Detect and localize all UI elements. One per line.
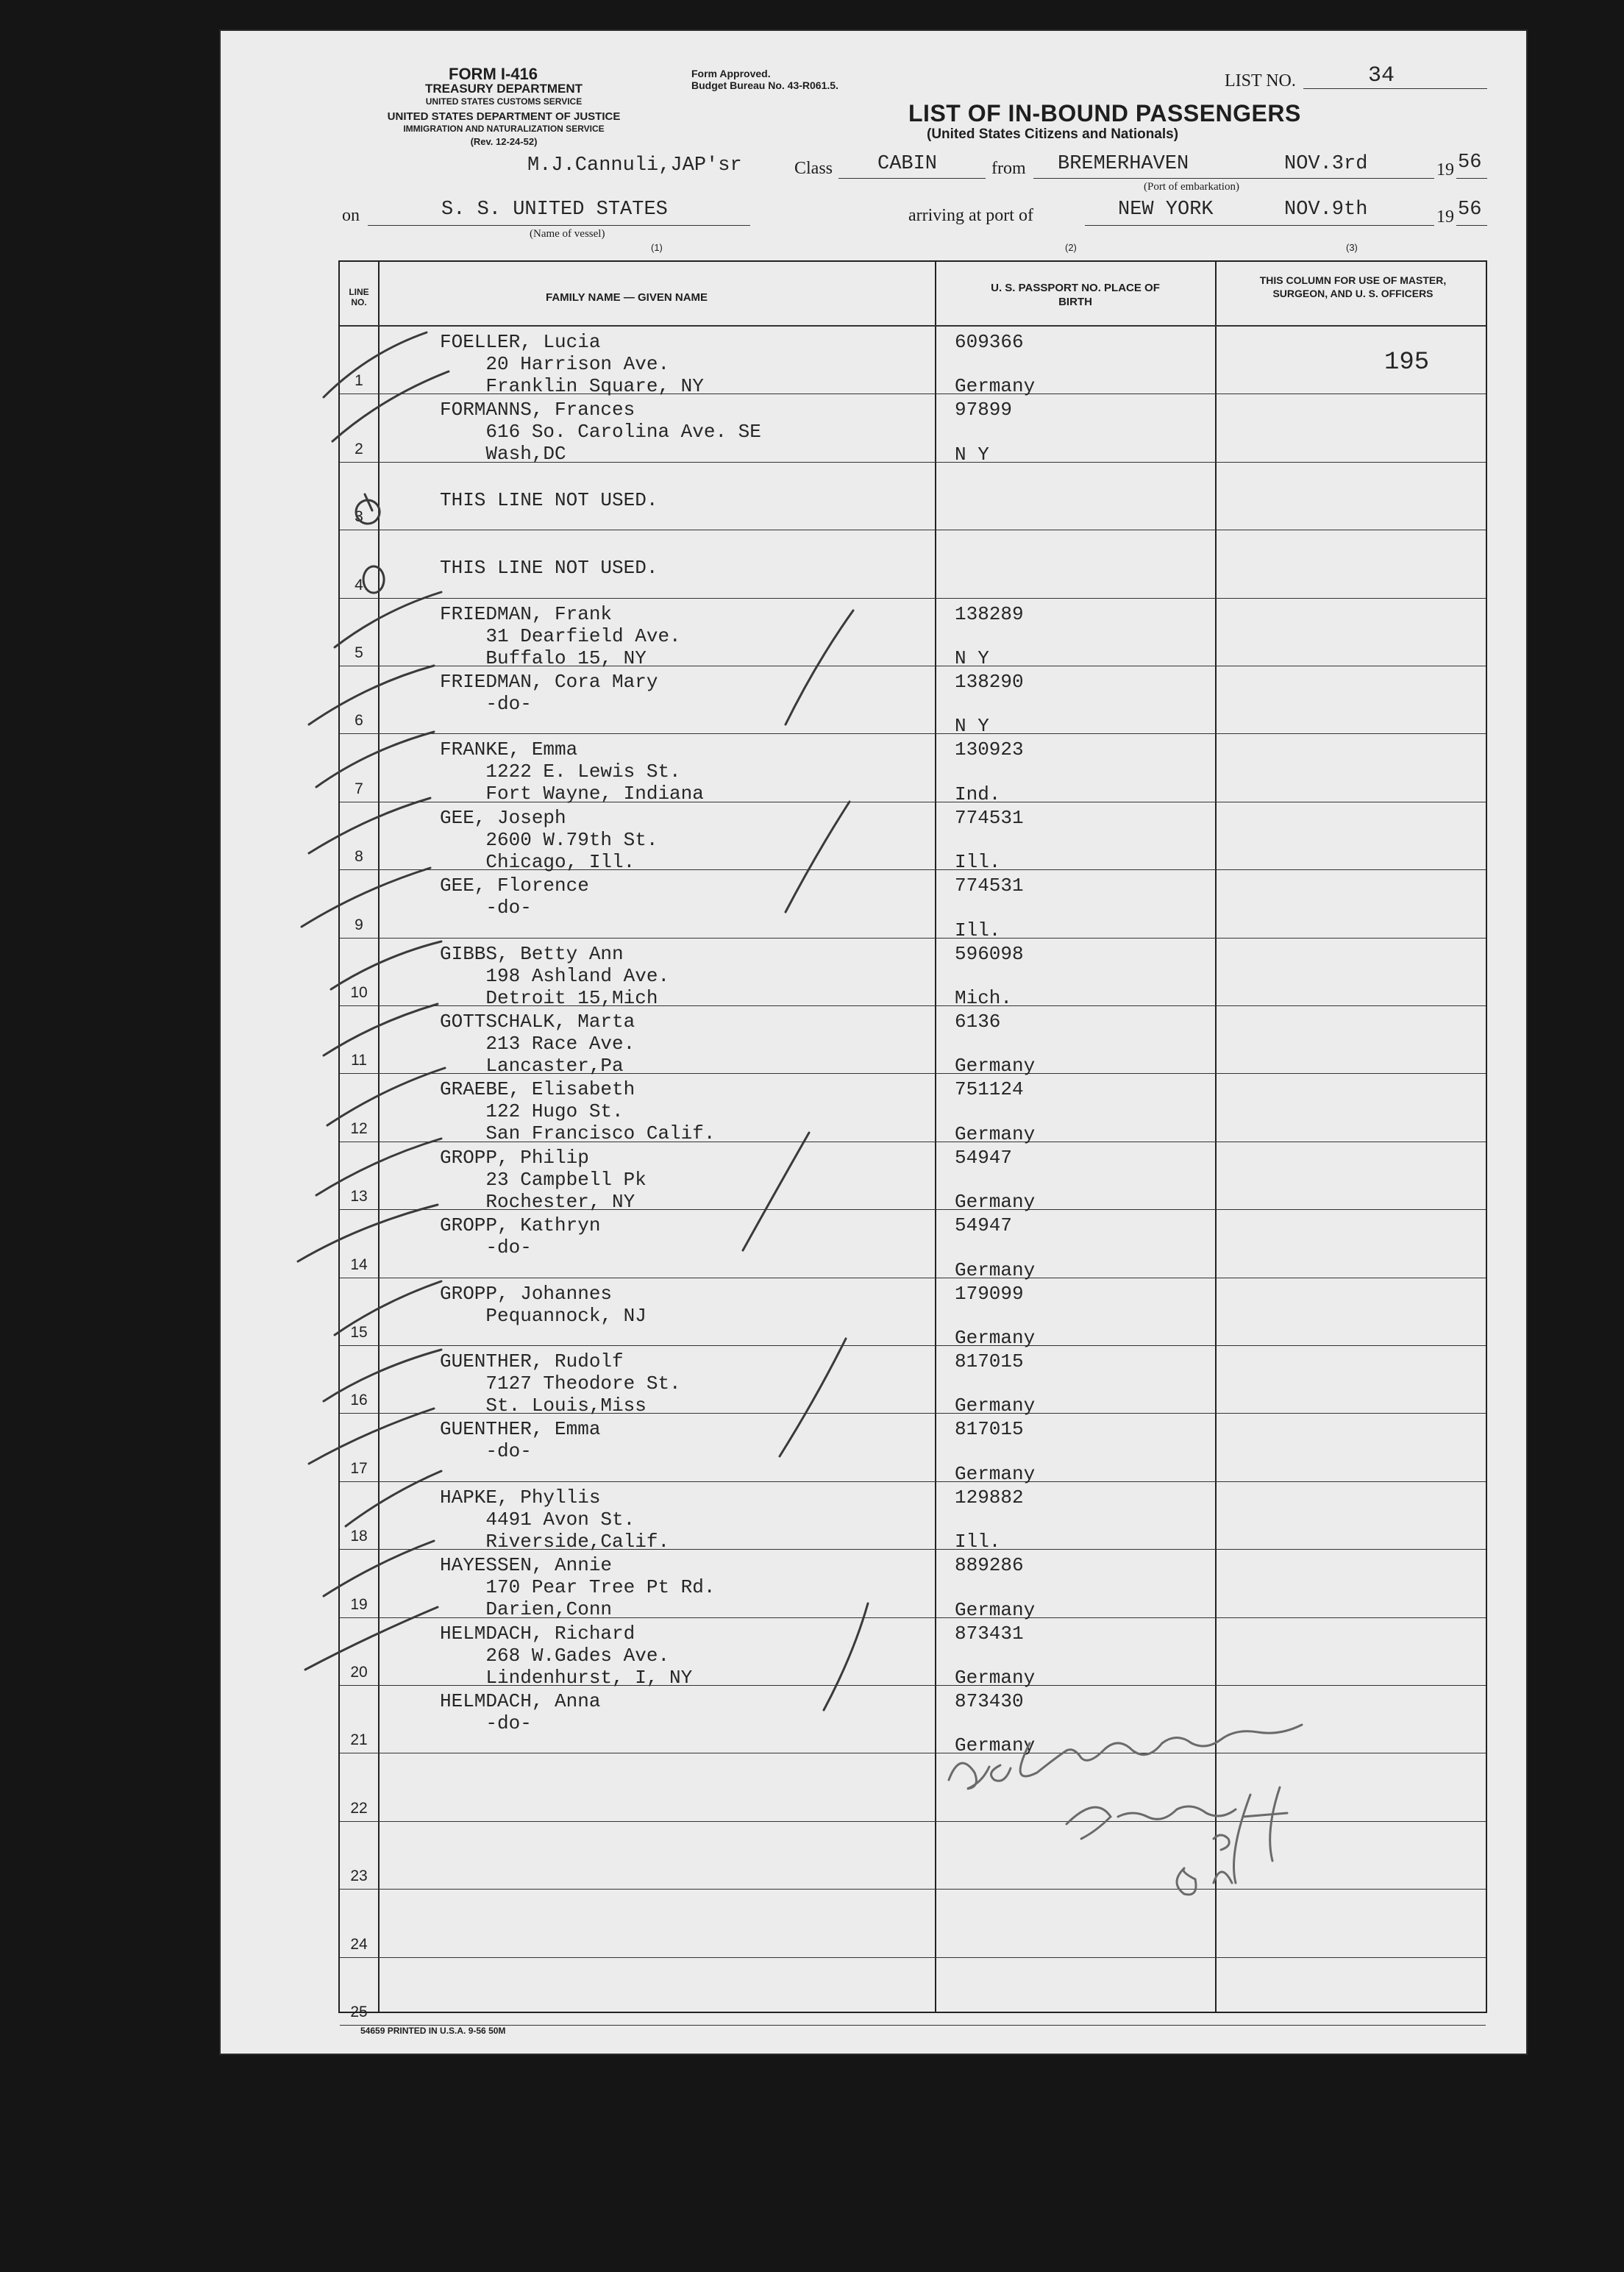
arrival-year-prefix: 19 <box>1436 207 1454 227</box>
address-line: -do- <box>440 1712 532 1734</box>
treasury-dept: TREASURY DEPARTMENT <box>424 82 583 96</box>
pencil-slash-2 <box>786 802 850 912</box>
place-of-birth: Germany <box>955 1462 1036 1485</box>
family-given-name: HAYESSEN, Annie <box>440 1554 613 1577</box>
family-given-name: GRAEBE, Elisabeth <box>440 1078 635 1101</box>
family-given-name: FOELLER, Lucia <box>440 331 601 353</box>
address-line: 198 Ashland Ave. <box>440 964 670 987</box>
customs-service: UNITED STATES CUSTOMS SERVICE <box>425 96 583 107</box>
family-given-name: FRIEDMAN, Frank <box>440 602 613 625</box>
passport-number: 130923 <box>955 738 1024 761</box>
vessel-caption: (Name of vessel) <box>530 228 605 240</box>
pencil-check-5 <box>335 592 441 647</box>
place-of-birth: Germany <box>955 1122 1036 1145</box>
on-label: on <box>342 206 360 225</box>
embarkation-port: BREMERHAVEN <box>1058 153 1189 175</box>
pencil-check-16 <box>324 1350 441 1401</box>
passport-number: 596098 <box>955 942 1024 965</box>
family-given-name: GIBBS, Betty Ann <box>440 942 624 965</box>
address-line: 2600 W.79th St. <box>440 828 658 851</box>
place-of-birth: Germany <box>955 375 1036 398</box>
address-line: 1222 E. Lewis St. <box>440 761 681 783</box>
list-no-label: LIST NO. <box>1225 71 1296 90</box>
passport-number: 54947 <box>955 1214 1013 1237</box>
vessel-name: S. S. UNITED STATES <box>441 199 668 221</box>
passport-number: 873431 <box>955 1622 1024 1645</box>
address-line: Riverside,Calif. <box>440 1530 670 1553</box>
pencil-check-8 <box>309 798 430 853</box>
circle-mark-4 <box>363 566 384 593</box>
line-number: 9 <box>355 916 363 933</box>
line-number: 21 <box>350 1731 368 1749</box>
address-line: Rochester, NY <box>440 1190 635 1213</box>
passport-number: 179099 <box>955 1282 1024 1305</box>
line-number: 11 <box>351 1052 367 1069</box>
line-number: 24 <box>350 1935 368 1953</box>
pencil-check-17 <box>309 1409 434 1464</box>
pencil-check-18 <box>346 1471 441 1526</box>
place-of-birth: N Y <box>955 443 989 466</box>
address-line: Buffalo 15, NY <box>440 647 647 669</box>
family-given-name: HAPKE, Phyllis <box>440 1486 601 1509</box>
pencil-check-11 <box>324 1004 438 1055</box>
form-revision: (Rev. 12-24-52) <box>470 136 538 147</box>
list-no-value: 34 <box>1368 63 1395 88</box>
family-given-name: FRANKE, Emma <box>440 738 578 761</box>
family-given-name: GUENTHER, Emma <box>440 1418 601 1441</box>
from-label: from <box>991 159 1026 178</box>
place-of-birth: Germany <box>955 1666 1036 1689</box>
place-of-birth: Germany <box>955 1326 1036 1349</box>
line-number: 7 <box>355 780 363 797</box>
budget-bureau: Budget Bureau No. 43-R061.5. <box>691 79 838 91</box>
passport-number: 129882 <box>955 1486 1024 1509</box>
family-given-name: FRIEDMAN, Cora Mary <box>440 671 658 693</box>
address-line: Fort Wayne, Indiana <box>440 783 704 805</box>
place-of-birth: N Y <box>955 647 989 669</box>
departure-year-prefix: 19 <box>1436 160 1454 179</box>
line-number: 1 <box>355 372 363 390</box>
pencil-check-9 <box>302 868 430 927</box>
header-family-name: FAMILY NAME — GIVEN NAME <box>546 291 708 304</box>
form-subtitle: (United States Citizens and Nationals) <box>927 127 1179 142</box>
pencil-check-14 <box>298 1205 438 1261</box>
address-line: 4491 Avon St. <box>440 1508 635 1531</box>
pencil-check-10 <box>331 941 441 989</box>
family-given-name: HELMDACH, Richard <box>440 1622 635 1645</box>
passport-number: 889286 <box>955 1554 1024 1577</box>
header-officers: THIS COLUMN FOR USE OF MASTER, SURGEON, AND U. S. OFFICERS <box>1259 274 1447 299</box>
line-number: 2 <box>355 440 363 457</box>
line-number: 22 <box>350 1799 368 1817</box>
form-approved: Form Approved. <box>691 68 771 79</box>
address-line: 31 Dearfield Ave. <box>440 624 681 647</box>
address-line: Lindenhurst, I, NY <box>440 1666 693 1689</box>
passport-number: 873430 <box>955 1690 1024 1712</box>
line-number: 4 <box>355 576 363 594</box>
header-passport: U. S. PASSPORT NO. PLACE OF BIRTH <box>991 282 1160 308</box>
address-line: Wash,DC <box>440 443 566 466</box>
signature-ink <box>949 1725 1302 1895</box>
line-number: 3 <box>355 508 363 526</box>
passport-number: 774531 <box>955 806 1024 829</box>
officer-name: M.J.Cannuli,JAP'sr <box>527 154 742 177</box>
line-number: 6 <box>355 712 363 730</box>
family-given-name: GEE, Florence <box>440 875 589 897</box>
place-of-birth: Ill. <box>955 851 1001 874</box>
line-number: 10 <box>350 983 368 1001</box>
family-given-name: HELMDACH, Anna <box>440 1690 601 1712</box>
family-given-name: GUENTHER, Rudolf <box>440 1350 624 1372</box>
header-line-no: LINE NO. <box>349 287 369 307</box>
pencil-check-13 <box>316 1139 441 1195</box>
line-number: 19 <box>350 1595 368 1613</box>
address-line: Lancaster,Pa <box>440 1055 624 1077</box>
line-number: 20 <box>350 1663 368 1681</box>
place-of-birth: Ind. <box>955 783 1001 805</box>
arriving-label: arriving at port of <box>908 206 1033 225</box>
pencil-check-6 <box>309 666 434 724</box>
place-of-birth: Germany <box>955 1734 1036 1757</box>
column-number-3: (3) <box>1346 242 1358 253</box>
passport-number: 97899 <box>955 399 1013 421</box>
address-line: 23 Campbell Pk <box>440 1168 647 1191</box>
line-number: 14 <box>350 1256 368 1273</box>
place-of-birth: Germany <box>955 1258 1036 1281</box>
address-line: 7127 Theodore St. <box>440 1372 681 1395</box>
line-number: 23 <box>350 1867 368 1885</box>
family-given-name: GEE, Joseph <box>440 806 566 829</box>
passport-number: 817015 <box>955 1350 1024 1372</box>
passport-number: 817015 <box>955 1418 1024 1441</box>
pencil-check-20 <box>305 1607 438 1670</box>
passport-number: 138289 <box>955 602 1024 625</box>
address-line: -do- <box>440 1236 532 1259</box>
form-number: FORM I-416 <box>449 65 538 83</box>
passport-number: 6136 <box>955 1011 1001 1033</box>
pencil-slash-4 <box>780 1339 846 1456</box>
justice-dept: UNITED STATES DEPARTMENT OF JUSTICE <box>387 110 621 123</box>
departure-year: 56 <box>1458 152 1482 174</box>
pencil-check-15 <box>335 1281 441 1335</box>
line-number: 17 <box>350 1459 368 1477</box>
address-line: Franklin Square, NY <box>440 375 704 397</box>
place-of-birth: Germany <box>955 1598 1036 1621</box>
form-title: LIST OF IN-BOUND PASSENGERS <box>908 100 1301 127</box>
column-number-1: (1) <box>651 242 663 253</box>
place-of-birth: N Y <box>955 715 989 738</box>
place-of-birth: Mich. <box>955 986 1013 1009</box>
ins-service: IMMIGRATION AND NATURALIZATION SERVICE <box>403 124 605 134</box>
line-number: 18 <box>350 1528 368 1545</box>
address-line: 122 Hugo St. <box>440 1100 624 1123</box>
address-line: THIS LINE NOT USED. <box>440 557 658 580</box>
address-line: -do- <box>440 1440 532 1463</box>
circle-mark-3 <box>356 494 380 524</box>
place-of-birth: Ill. <box>955 919 1001 941</box>
address-line: -do- <box>440 693 532 715</box>
passport-number: 54947 <box>955 1146 1013 1169</box>
arrival-port: NEW YORK <box>1118 199 1214 221</box>
address-line: Darien,Conn <box>440 1598 613 1621</box>
family-given-name: GROPP, Philip <box>440 1146 589 1169</box>
family-given-name: GROPP, Johannes <box>440 1282 613 1305</box>
pencil-slash-3 <box>743 1133 809 1250</box>
line-number: 12 <box>350 1119 368 1137</box>
family-given-name: GOTTSCHALK, Marta <box>440 1011 635 1033</box>
embarkation-caption: (Port of embarkation) <box>1144 181 1239 193</box>
class-label: Class <box>794 159 833 178</box>
address-line: 616 So. Carolina Ave. SE <box>440 421 761 444</box>
place-of-birth: Germany <box>955 1395 1036 1417</box>
address-line: THIS LINE NOT USED. <box>440 488 658 511</box>
place-of-birth: Germany <box>955 1191 1036 1214</box>
line-number: 13 <box>350 1188 368 1206</box>
line-number: 25 <box>350 2003 368 2020</box>
arrival-year: 56 <box>1458 199 1482 221</box>
passport-number: 751124 <box>955 1078 1024 1101</box>
address-line: Chicago, Ill. <box>440 850 635 873</box>
line-number: 8 <box>355 848 363 866</box>
print-footer: 54659 PRINTED IN U.S.A. 9-56 50M <box>360 2026 506 2036</box>
address-line: Pequannock, NJ <box>440 1304 647 1327</box>
place-of-birth: Ill. <box>955 1531 1001 1553</box>
passport-number: 609366 <box>955 331 1024 353</box>
place-of-birth: Germany <box>955 1055 1036 1078</box>
address-line: 170 Pear Tree Pt Rd. <box>440 1576 716 1599</box>
family-given-name: GROPP, Kathryn <box>440 1214 601 1237</box>
pencil-check-19 <box>324 1541 434 1596</box>
pencil-slash-5 <box>824 1603 868 1710</box>
passport-number: 774531 <box>955 875 1024 897</box>
address-line: Detroit 15,Mich <box>440 986 658 1009</box>
address-line: 213 Race Ave. <box>440 1033 635 1055</box>
family-given-name: FORMANNS, Frances <box>440 399 635 421</box>
line-number: 16 <box>350 1392 368 1409</box>
column-number-2: (2) <box>1065 242 1077 253</box>
passport-number: 138290 <box>955 671 1024 693</box>
officers-number: 195 <box>1384 349 1430 377</box>
line-number: 5 <box>355 644 363 661</box>
address-line: San Francisco Calif. <box>440 1122 716 1145</box>
pencil-check-2 <box>332 371 449 441</box>
address-line: 268 W.Gades Ave. <box>440 1644 670 1667</box>
address-line: -do- <box>440 897 532 919</box>
address-line: 20 Harrison Ave. <box>440 353 670 375</box>
pencil-check-12 <box>327 1068 445 1125</box>
class-value: CABIN <box>877 153 938 175</box>
pencil-check-7 <box>316 732 434 787</box>
departure-date: NOV.3rd <box>1284 153 1368 175</box>
pencil-slash-1 <box>786 610 853 724</box>
arrival-date: NOV.9th <box>1284 199 1368 221</box>
address-line: St. Louis,Miss <box>440 1395 647 1417</box>
line-number: 15 <box>350 1323 368 1341</box>
